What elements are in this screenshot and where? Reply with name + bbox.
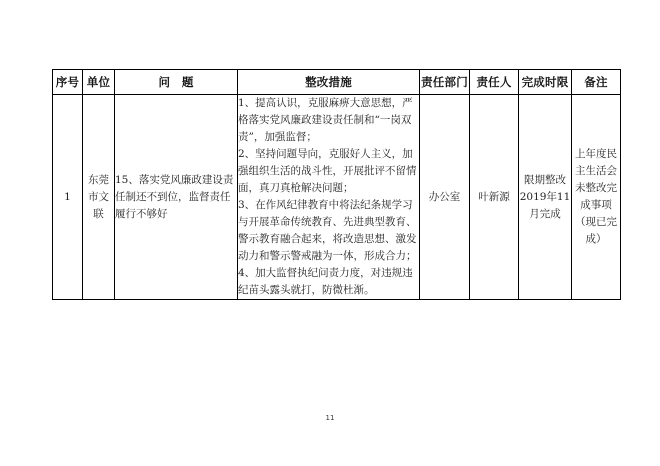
measure-item-2: 2、坚持问题导向，克服好人主义，加强组织生活的战斗性，开展批评不留情面，真刀真枪解决问题；: [238, 148, 417, 194]
header-unit: 单位: [83, 70, 115, 95]
header-index: 序号: [53, 70, 83, 95]
cell-unit: 东莞市文联: [83, 95, 115, 300]
page-number: 11: [325, 414, 335, 422]
measure-item-4: 4、加大监督执纪问责力度，对违规违纪苗头露头就打，防微杜渐。: [238, 267, 413, 296]
header-problem: 问 题: [115, 70, 238, 95]
measure-item-3: 3、在作风纪律教育中将法纪条规学习与开展革命传统教育、先进典型教育、警示教育融合起来，将改造思想、激发动力和警示警戒融为一体，形成合力；: [238, 199, 417, 262]
cell-deadline: 限期整改2019年11月完成: [519, 95, 572, 300]
cell-remark: 上年度民主生活会未整改完成事项（现已完成）: [572, 95, 621, 300]
measure-item-1: 1、提高认识，克服麻痹大意思想，严格落实党风廉政建设责任制和“一岗双责”，加强监督；: [238, 97, 413, 143]
cell-problem: 15、落实党风廉政建设责任制还不到位，监督责任履行不够好: [115, 95, 238, 300]
rectification-table: [52, 69, 621, 300]
header-remark: 备注: [572, 70, 621, 95]
header-measures: 整改措施: [238, 70, 420, 95]
header-department: 责任部门: [420, 70, 470, 95]
table-row: [53, 95, 621, 300]
cell-index: 1: [53, 95, 83, 300]
cell-department: 办公室: [420, 95, 470, 300]
cell-person: 叶新源: [470, 95, 519, 300]
header-deadline: 完成时限: [519, 70, 572, 95]
table-header-row: [53, 70, 621, 95]
cell-measures: [238, 95, 420, 300]
header-person: 责任人: [470, 70, 519, 95]
